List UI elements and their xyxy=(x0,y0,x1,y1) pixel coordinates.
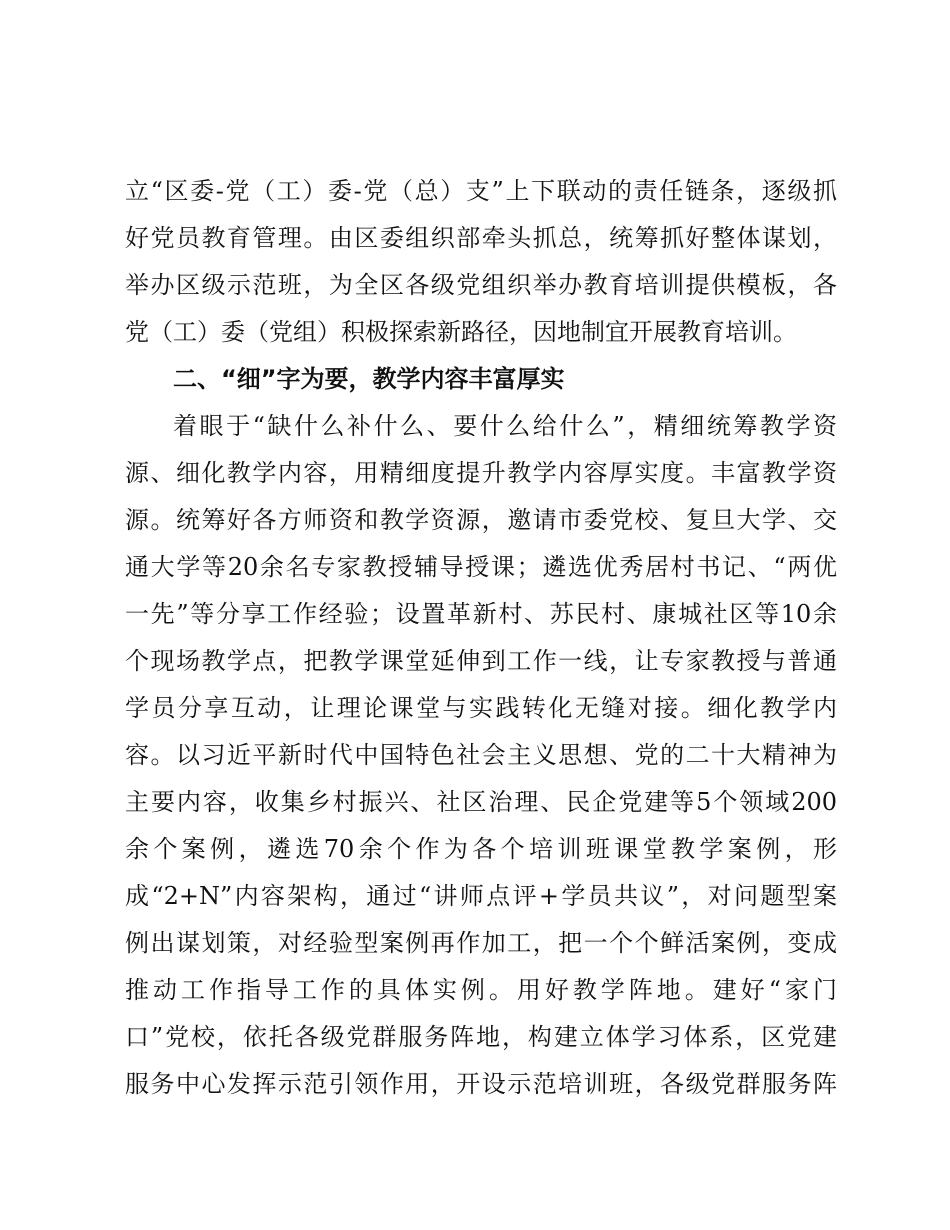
paragraph-line: 源、细化教学内容，用精细度提升教学内容厚实度。丰富教学资 xyxy=(125,459,837,487)
paragraph-line: 余个案例，遴选70余个作为各个培训班课堂教学案例，形 xyxy=(125,835,837,863)
paragraph-line: 党（工）委（党组）积极探索新路径，因地制宜开展教育培训。 xyxy=(125,318,797,346)
paragraph-line: 好党员教育管理。由区委组织部牵头抓总，统筹抓好整体谋划， xyxy=(125,224,837,252)
paragraph-line: 着眼于“缺什么补什么、要什么给什么”，精细统筹教学资 xyxy=(173,412,837,440)
paragraph-line: 例出谋划策，对经验型案例再作加工，把一个个鲜活案例，变成 xyxy=(125,929,837,957)
paragraph-line: 口”党校，依托各级党群服务阵地，构建立体学习体系，区党建 xyxy=(125,1023,837,1051)
paragraph-line: 一先”等分享工作经验；设置革新村、苏民村、康城社区等10余 xyxy=(125,600,837,628)
paragraph-line: 个现场教学点，把教学课堂延伸到工作一线，让专家教授与普通 xyxy=(125,647,837,675)
paragraph-line: 立“区委-党（工）委-党（总）支”上下联动的责任链条，逐级抓 xyxy=(125,177,837,205)
paragraph-line: 服务中心发挥示范引领作用，开设示范培训班，各级党群服务阵 xyxy=(125,1070,837,1098)
document-body xyxy=(125,168,837,1108)
paragraph-line: 学员分享互动，让理论课堂与实践转化无缝对接。细化教学内 xyxy=(125,694,837,722)
paragraph-line: 容。以习近平新时代中国特色社会主义思想、党的二十大精神为 xyxy=(125,741,837,769)
paragraph-line: 源。统筹好各方师资和教学资源，邀请市委党校、复旦大学、交 xyxy=(125,506,837,534)
paragraph-line: 推动工作指导工作的具体实例。用好教学阵地。建好“家门 xyxy=(125,976,837,1004)
paragraph-line: 举办区级示范班，为全区各级党组织举办教育培训提供模板，各 xyxy=(125,271,837,299)
section-heading: 二、“细”字为要，教学内容丰富厚实 xyxy=(173,365,565,393)
paragraph-line: 主要内容，收集乡村振兴、社区治理、民企党建等5个领域200 xyxy=(125,788,837,816)
paragraph-line: 通大学等20余名专家教授辅导授课；遴选优秀居村书记、“两优 xyxy=(125,553,837,581)
paragraph-line: 成“2+N”内容架构，通过“讲师点评+学员共议”，对问题型案 xyxy=(125,882,837,910)
